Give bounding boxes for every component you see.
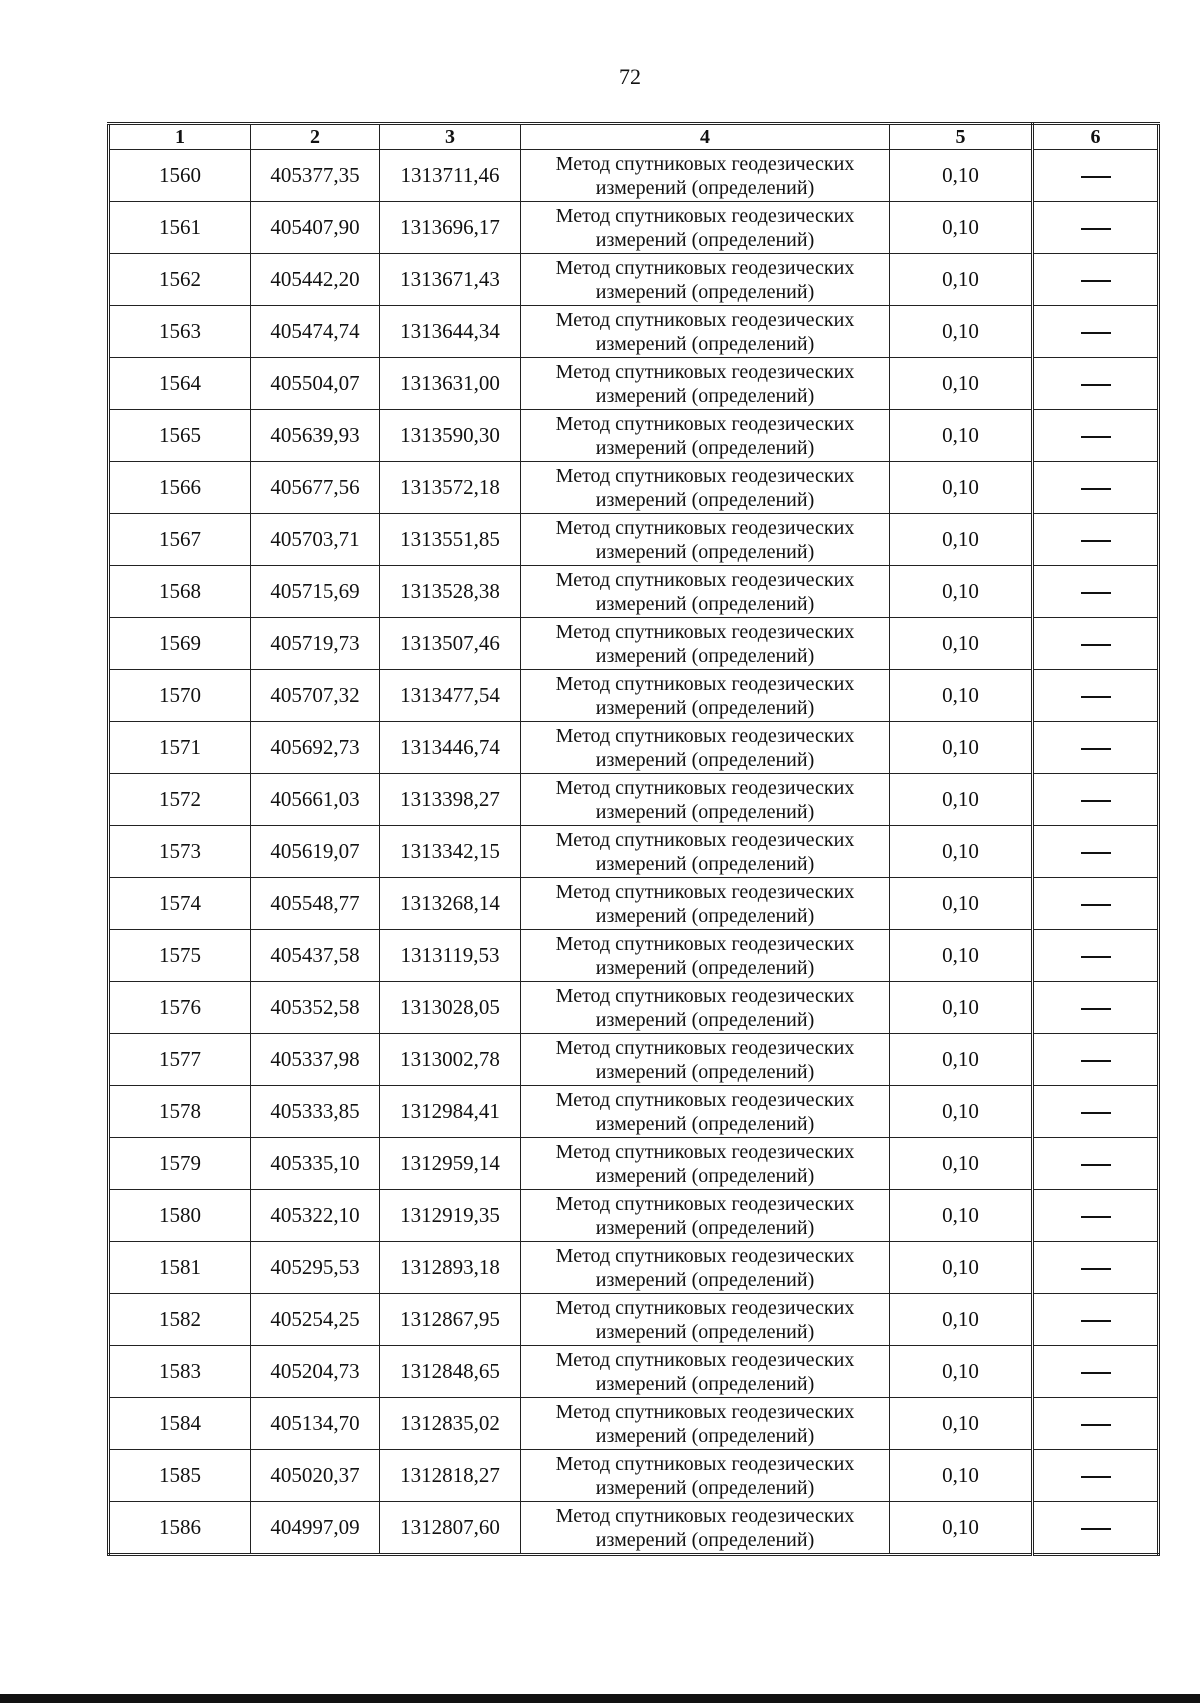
dash-mark	[1081, 696, 1111, 698]
y-coordinate-cell: 1313572,18	[380, 462, 521, 514]
method-cell: Метод спутниковых геодезических измерений (определений)	[521, 1346, 890, 1398]
point-number-cell: 1561	[109, 202, 251, 254]
description-cell	[1033, 150, 1159, 202]
method-cell: Метод спутниковых геодезических измерений (определений)	[521, 982, 890, 1034]
accuracy-cell: 0,10	[890, 670, 1033, 722]
table-row	[109, 1450, 1159, 1502]
y-coordinate-cell: 1313711,46	[380, 150, 521, 202]
dash-mark	[1081, 1216, 1111, 1218]
table-row	[109, 722, 1159, 774]
method-cell: Метод спутниковых геодезических измерений (определений)	[521, 930, 890, 982]
description-cell	[1033, 462, 1159, 514]
table-row	[109, 1398, 1159, 1450]
method-cell: Метод спутниковых геодезических измерений (определений)	[521, 1034, 890, 1086]
method-cell: Метод спутниковых геодезических измерений (определений)	[521, 202, 890, 254]
x-coordinate-cell: 405204,73	[251, 1346, 380, 1398]
dash-mark	[1081, 1164, 1111, 1166]
x-coordinate-cell: 405707,32	[251, 670, 380, 722]
accuracy-cell: 0,10	[890, 254, 1033, 306]
dash-mark	[1081, 1112, 1111, 1114]
method-cell: Метод спутниковых геодезических измерений (определений)	[521, 1450, 890, 1502]
table-row	[109, 1138, 1159, 1190]
accuracy-cell: 0,10	[890, 1138, 1033, 1190]
method-cell: Метод спутниковых геодезических измерений (определений)	[521, 1294, 890, 1346]
dash-mark	[1081, 176, 1111, 178]
dash-mark	[1081, 280, 1111, 282]
dash-mark	[1081, 332, 1111, 334]
point-number-cell: 1581	[109, 1242, 251, 1294]
y-coordinate-cell: 1313551,85	[380, 514, 521, 566]
accuracy-cell: 0,10	[890, 1190, 1033, 1242]
description-cell	[1033, 930, 1159, 982]
y-coordinate-cell: 1313671,43	[380, 254, 521, 306]
y-coordinate-cell: 1313696,17	[380, 202, 521, 254]
y-coordinate-cell: 1313446,74	[380, 722, 521, 774]
table-row	[109, 618, 1159, 670]
description-cell	[1033, 722, 1159, 774]
y-coordinate-cell: 1313644,34	[380, 306, 521, 358]
accuracy-cell: 0,10	[890, 566, 1033, 618]
accuracy-cell: 0,10	[890, 150, 1033, 202]
accuracy-cell: 0,10	[890, 774, 1033, 826]
point-number-cell: 1562	[109, 254, 251, 306]
accuracy-cell: 0,10	[890, 1502, 1033, 1555]
method-cell: Метод спутниковых геодезических измерений (определений)	[521, 1502, 890, 1555]
y-coordinate-cell: 1313398,27	[380, 774, 521, 826]
point-number-cell: 1567	[109, 514, 251, 566]
accuracy-cell: 0,10	[890, 1294, 1033, 1346]
table-row	[109, 202, 1159, 254]
dash-mark	[1081, 800, 1111, 802]
table-row	[109, 1034, 1159, 1086]
x-coordinate-cell: 405437,58	[251, 930, 380, 982]
y-coordinate-cell: 1313631,00	[380, 358, 521, 410]
description-cell	[1033, 1502, 1159, 1555]
description-cell	[1033, 1190, 1159, 1242]
dash-mark	[1081, 1268, 1111, 1270]
x-coordinate-cell: 405442,20	[251, 254, 380, 306]
point-number-cell: 1580	[109, 1190, 251, 1242]
description-cell	[1033, 878, 1159, 930]
point-number-cell: 1575	[109, 930, 251, 982]
page-number: 72	[619, 64, 641, 89]
table-row	[109, 982, 1159, 1034]
y-coordinate-cell: 1312835,02	[380, 1398, 521, 1450]
table-row	[109, 1242, 1159, 1294]
accuracy-cell: 0,10	[890, 930, 1033, 982]
point-number-cell: 1570	[109, 670, 251, 722]
table-row	[109, 1346, 1159, 1398]
table-header-row	[109, 124, 1159, 150]
method-cell: Метод спутниковых геодезических измерений (определений)	[521, 826, 890, 878]
accuracy-cell: 0,10	[890, 722, 1033, 774]
accuracy-cell: 0,10	[890, 202, 1033, 254]
x-coordinate-cell: 405474,74	[251, 306, 380, 358]
dash-mark	[1081, 1528, 1111, 1530]
point-number-cell: 1583	[109, 1346, 251, 1398]
x-coordinate-cell: 405134,70	[251, 1398, 380, 1450]
description-cell	[1033, 202, 1159, 254]
method-cell: Метод спутниковых геодезических измерений (определений)	[521, 722, 890, 774]
column-header-5: 5	[890, 124, 1033, 150]
dash-mark	[1081, 592, 1111, 594]
dash-mark	[1081, 1424, 1111, 1426]
accuracy-cell: 0,10	[890, 1086, 1033, 1138]
description-cell	[1033, 1034, 1159, 1086]
table-row	[109, 930, 1159, 982]
x-coordinate-cell: 405335,10	[251, 1138, 380, 1190]
x-coordinate-cell: 405352,58	[251, 982, 380, 1034]
y-coordinate-cell: 1313507,46	[380, 618, 521, 670]
method-cell: Метод спутниковых геодезических измерений (определений)	[521, 1242, 890, 1294]
x-coordinate-cell: 405407,90	[251, 202, 380, 254]
table-row	[109, 410, 1159, 462]
dash-mark	[1081, 540, 1111, 542]
dash-mark	[1081, 644, 1111, 646]
coordinates-table	[107, 122, 1160, 1556]
x-coordinate-cell: 405715,69	[251, 566, 380, 618]
table-row	[109, 566, 1159, 618]
point-number-cell: 1576	[109, 982, 251, 1034]
accuracy-cell: 0,10	[890, 1398, 1033, 1450]
method-cell: Метод спутниковых геодезических измерений (определений)	[521, 514, 890, 566]
column-header-3: 3	[380, 124, 521, 150]
accuracy-cell: 0,10	[890, 618, 1033, 670]
table-body	[109, 150, 1159, 1555]
table-header	[109, 124, 1159, 150]
x-coordinate-cell: 405703,71	[251, 514, 380, 566]
method-cell: Метод спутниковых геодезических измерений (определений)	[521, 878, 890, 930]
y-coordinate-cell: 1313477,54	[380, 670, 521, 722]
y-coordinate-cell: 1312984,41	[380, 1086, 521, 1138]
description-cell	[1033, 774, 1159, 826]
x-coordinate-cell: 405692,73	[251, 722, 380, 774]
method-cell: Метод спутниковых геодезических измерений (определений)	[521, 1138, 890, 1190]
column-header-2: 2	[251, 124, 380, 150]
method-cell: Метод спутниковых геодезических измерений (определений)	[521, 254, 890, 306]
x-coordinate-cell: 405504,07	[251, 358, 380, 410]
table-row	[109, 1502, 1159, 1555]
description-cell	[1033, 306, 1159, 358]
dash-mark	[1081, 228, 1111, 230]
x-coordinate-cell: 405548,77	[251, 878, 380, 930]
point-number-cell: 1574	[109, 878, 251, 930]
point-number-cell: 1584	[109, 1398, 251, 1450]
description-cell	[1033, 358, 1159, 410]
y-coordinate-cell: 1312807,60	[380, 1502, 521, 1555]
table-row	[109, 826, 1159, 878]
table-row	[109, 1086, 1159, 1138]
accuracy-cell: 0,10	[890, 306, 1033, 358]
dash-mark	[1081, 1372, 1111, 1374]
dash-mark	[1081, 748, 1111, 750]
description-cell	[1033, 1450, 1159, 1502]
point-number-cell: 1566	[109, 462, 251, 514]
dash-mark	[1081, 1060, 1111, 1062]
method-cell: Метод спутниковых геодезических измерений (определений)	[521, 410, 890, 462]
accuracy-cell: 0,10	[890, 358, 1033, 410]
point-number-cell: 1571	[109, 722, 251, 774]
x-coordinate-cell: 405333,85	[251, 1086, 380, 1138]
accuracy-cell: 0,10	[890, 462, 1033, 514]
point-number-cell: 1565	[109, 410, 251, 462]
point-number-cell: 1573	[109, 826, 251, 878]
dash-mark	[1081, 852, 1111, 854]
description-cell	[1033, 982, 1159, 1034]
dash-mark	[1081, 904, 1111, 906]
y-coordinate-cell: 1313528,38	[380, 566, 521, 618]
table-row	[109, 878, 1159, 930]
y-coordinate-cell: 1313028,05	[380, 982, 521, 1034]
description-cell	[1033, 1346, 1159, 1398]
x-coordinate-cell: 405020,37	[251, 1450, 380, 1502]
point-number-cell: 1586	[109, 1502, 251, 1555]
accuracy-cell: 0,10	[890, 1346, 1033, 1398]
method-cell: Метод спутниковых геодезических измерений (определений)	[521, 1398, 890, 1450]
point-number-cell: 1560	[109, 150, 251, 202]
description-cell	[1033, 1086, 1159, 1138]
y-coordinate-cell: 1313119,53	[380, 930, 521, 982]
y-coordinate-cell: 1313590,30	[380, 410, 521, 462]
x-coordinate-cell: 405619,07	[251, 826, 380, 878]
table-row	[109, 150, 1159, 202]
table-row	[109, 1294, 1159, 1346]
description-cell	[1033, 1294, 1159, 1346]
description-cell	[1033, 566, 1159, 618]
method-cell: Метод спутниковых геодезических измерений (определений)	[521, 462, 890, 514]
point-number-cell: 1568	[109, 566, 251, 618]
description-cell	[1033, 410, 1159, 462]
table-row	[109, 462, 1159, 514]
description-cell	[1033, 1138, 1159, 1190]
dash-mark	[1081, 436, 1111, 438]
column-header-1: 1	[109, 124, 251, 150]
method-cell: Метод спутниковых геодезических измерений (определений)	[521, 670, 890, 722]
method-cell: Метод спутниковых геодезических измерений (определений)	[521, 306, 890, 358]
y-coordinate-cell: 1312867,95	[380, 1294, 521, 1346]
point-number-cell: 1585	[109, 1450, 251, 1502]
table-row	[109, 670, 1159, 722]
dash-mark	[1081, 384, 1111, 386]
dash-mark	[1081, 488, 1111, 490]
x-coordinate-cell: 405719,73	[251, 618, 380, 670]
description-cell	[1033, 670, 1159, 722]
accuracy-cell: 0,10	[890, 1450, 1033, 1502]
x-coordinate-cell: 405661,03	[251, 774, 380, 826]
accuracy-cell: 0,10	[890, 826, 1033, 878]
x-coordinate-cell: 405377,35	[251, 150, 380, 202]
x-coordinate-cell: 405322,10	[251, 1190, 380, 1242]
y-coordinate-cell: 1313342,15	[380, 826, 521, 878]
method-cell: Метод спутниковых геодезических измерений (определений)	[521, 150, 890, 202]
accuracy-cell: 0,10	[890, 410, 1033, 462]
y-coordinate-cell: 1313002,78	[380, 1034, 521, 1086]
dash-mark	[1081, 1476, 1111, 1478]
column-header-6: 6	[1033, 124, 1159, 150]
point-number-cell: 1563	[109, 306, 251, 358]
method-cell: Метод спутниковых геодезических измерений (определений)	[521, 774, 890, 826]
description-cell	[1033, 254, 1159, 306]
point-number-cell: 1579	[109, 1138, 251, 1190]
x-coordinate-cell: 405295,53	[251, 1242, 380, 1294]
description-cell	[1033, 618, 1159, 670]
accuracy-cell: 0,10	[890, 878, 1033, 930]
y-coordinate-cell: 1312818,27	[380, 1450, 521, 1502]
y-coordinate-cell: 1312959,14	[380, 1138, 521, 1190]
method-cell: Метод спутниковых геодезических измерений (определений)	[521, 1086, 890, 1138]
y-coordinate-cell: 1313268,14	[380, 878, 521, 930]
y-coordinate-cell: 1312919,35	[380, 1190, 521, 1242]
accuracy-cell: 0,10	[890, 1242, 1033, 1294]
table-row	[109, 358, 1159, 410]
x-coordinate-cell: 405254,25	[251, 1294, 380, 1346]
table-row	[109, 254, 1159, 306]
scan-bottom-edge	[0, 1694, 1200, 1703]
method-cell: Метод спутниковых геодезических измерений (определений)	[521, 358, 890, 410]
table-row	[109, 774, 1159, 826]
point-number-cell: 1578	[109, 1086, 251, 1138]
point-number-cell: 1582	[109, 1294, 251, 1346]
column-header-4: 4	[521, 124, 890, 150]
point-number-cell: 1572	[109, 774, 251, 826]
accuracy-cell: 0,10	[890, 514, 1033, 566]
dash-mark	[1081, 1008, 1111, 1010]
x-coordinate-cell: 405337,98	[251, 1034, 380, 1086]
x-coordinate-cell: 405677,56	[251, 462, 380, 514]
table-row	[109, 514, 1159, 566]
table-row	[109, 306, 1159, 358]
y-coordinate-cell: 1312848,65	[380, 1346, 521, 1398]
accuracy-cell: 0,10	[890, 982, 1033, 1034]
method-cell: Метод спутниковых геодезических измерений (определений)	[521, 566, 890, 618]
accuracy-cell: 0,10	[890, 1034, 1033, 1086]
table-row	[109, 1190, 1159, 1242]
x-coordinate-cell: 405639,93	[251, 410, 380, 462]
description-cell	[1033, 1398, 1159, 1450]
dash-mark	[1081, 956, 1111, 958]
y-coordinate-cell: 1312893,18	[380, 1242, 521, 1294]
x-coordinate-cell: 404997,09	[251, 1502, 380, 1555]
point-number-cell: 1577	[109, 1034, 251, 1086]
point-number-cell: 1569	[109, 618, 251, 670]
description-cell	[1033, 514, 1159, 566]
point-number-cell: 1564	[109, 358, 251, 410]
description-cell	[1033, 1242, 1159, 1294]
dash-mark	[1081, 1320, 1111, 1322]
description-cell	[1033, 826, 1159, 878]
method-cell: Метод спутниковых геодезических измерений (определений)	[521, 618, 890, 670]
method-cell: Метод спутниковых геодезических измерений (определений)	[521, 1190, 890, 1242]
